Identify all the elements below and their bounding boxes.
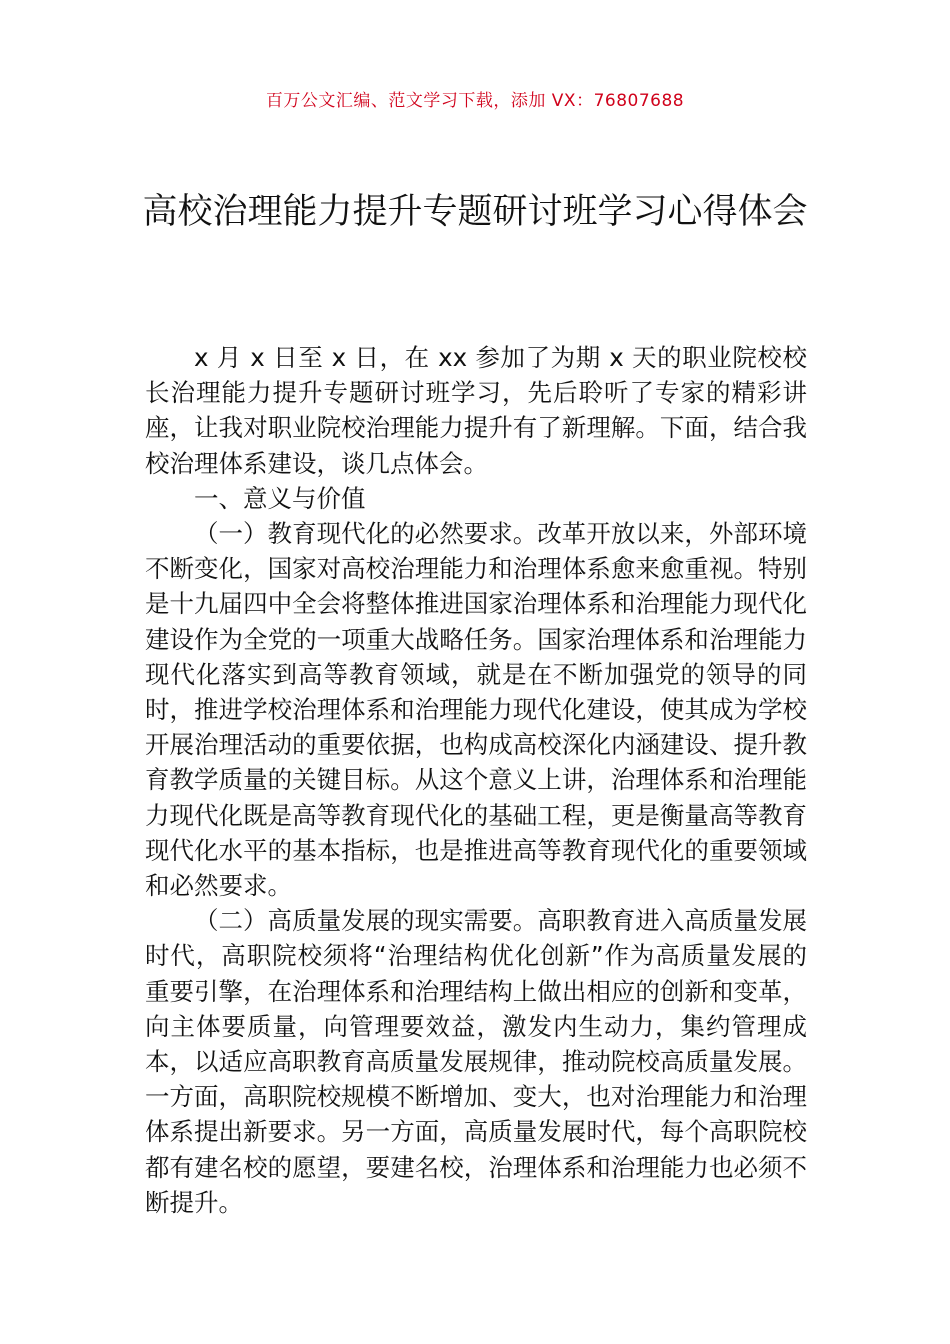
document-title: 高校治理能力提升专题研讨班学习心得体会 [142, 192, 808, 232]
document-body [145, 340, 807, 1220]
subsection-paragraph-2: （二）高质量发展的现实需要。高职教育进入高质量发展时代，高职院校须将“治理结构优化创新”作为高质量发展的重要引擎，在治理体系和治理结构上做出相应的创新和变革，向主体要质量，向管理要效益，激发内生动力，集约管理成本，以适应高职教育高质量发展规律，推动院校高质量发展。一方面，高职院校规模不断增加、变大，也对治理能力和治理体系提出新要求。另一方面，高质量发展时代，每个高职院校都有建名校的愿望，要建名校，治理体系和治理能力也必须不断提升。 [145, 906, 807, 1217]
header-watermark-note: 百万公文汇编、范文学习下载，添加 VX：76807688 [265, 91, 685, 111]
section-heading: 一、意义与价值 [194, 483, 366, 513]
intro-paragraph: x 月 x 日至 x 日，在 xx 参加了为期 x 天的职业院校校长治理能力提升专题研讨班学习，先后聆听了专家的精彩讲座，让我对职业院校治理能力提升有了新理解。下面，结合我校治理体系建设，谈几点体会。 [145, 343, 807, 478]
subsection-paragraph-1: （一）教育现代化的必然要求。改革开放以来，外部环境不断变化，国家对高校治理能力和治理体系愈来愈重视。特别是十九届四中全会将整体推进国家治理体系和治理能力现代化建设作为全党的一项重大战略任务。国家治理体系和治理能力现代化落实到高等教育领域，就是在不断加强党的领导的同时，推进学校治理体系和治理能力现代化建设，使其成为学校开展治理活动的重要依据，也构成高校深化内涵建设、提升教育教学质量的关键目标。从这个意义上讲，治理体系和治理能力现代化既是高等教育现代化的基础工程，更是衡量高等教育现代化水平的基本指标，也是推进高等教育现代化的重要领域和必然要求。 [145, 519, 807, 901]
